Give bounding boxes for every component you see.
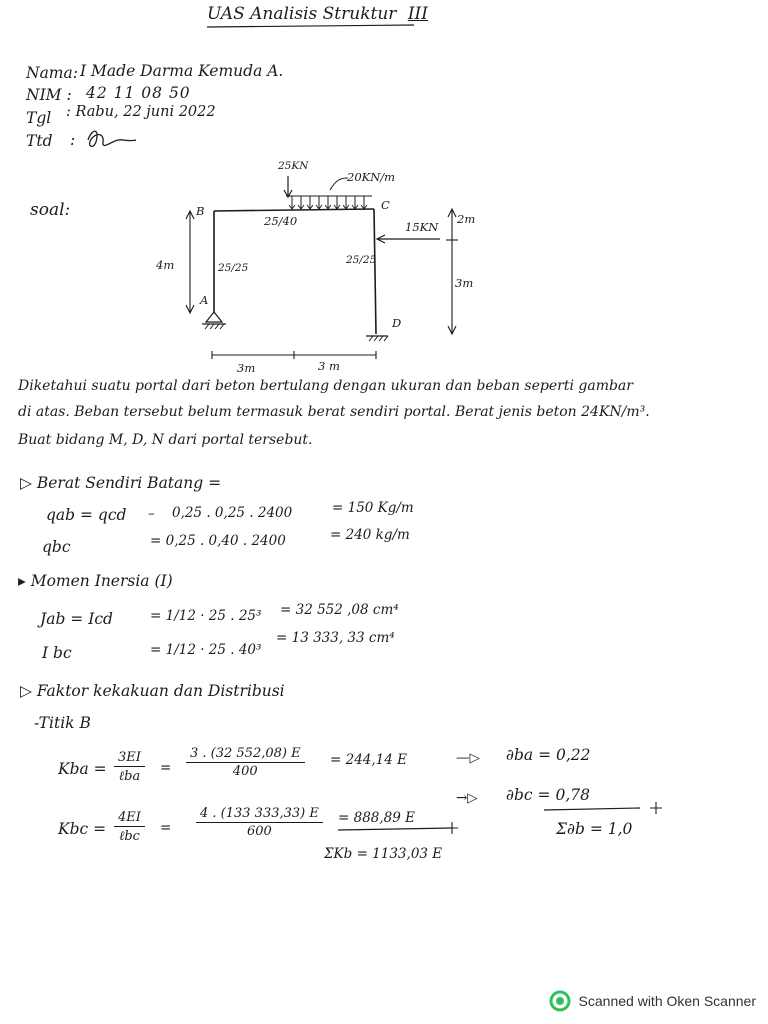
name-value: I Made Darma Kemuda A.: [80, 62, 284, 80]
dbc-value: ∂bc = 0,78: [506, 786, 590, 804]
problem-text-line-3: Buat bidang M, D, N dari portal tersebut.: [18, 432, 313, 448]
distributed-load-label: 20KN/m: [347, 170, 396, 184]
problem-text-line-2: di atas. Beban tersebut belum termasuk berat sendiri portal. Berat jenis beton 24KN/m³.: [18, 404, 650, 420]
right-upper-label: 2m: [457, 212, 476, 226]
date-value: : Rabu, 22 juni 2022: [66, 104, 216, 120]
kba-result: = 244,14 E: [330, 752, 407, 768]
triangle-bullet-icon: ▷: [20, 474, 37, 492]
node-b-label: B: [196, 204, 205, 218]
page-title: UAS Analisis Struktur III: [207, 4, 428, 24]
sum-k-value: ΣKb = 1133,03 E: [324, 846, 443, 862]
self-weight-row1-dash: –: [148, 506, 155, 522]
triangle-bullet-icon: ▸: [18, 572, 31, 590]
kba-fraction: 3EI ℓba: [114, 750, 145, 784]
span-left-label: 3m: [237, 361, 256, 375]
inertia-row1-left: Jab = Icd: [40, 610, 113, 628]
problem-text-line-1: Diketahui suatu portal dari beton bertulang dengan ukuran dan beban seperti gambar: [18, 378, 633, 394]
node-c-label: C: [381, 198, 390, 212]
inertia-row1-formula: = 1/12 · 25 . 25³: [150, 608, 262, 624]
triangle-bullet-icon: ▷: [20, 682, 37, 700]
kbc-label: Kbc =: [58, 820, 107, 838]
span-right-label: 3 m: [318, 359, 340, 373]
scanner-text: Scanned with Oken Scanner: [578, 993, 756, 1009]
nim-value: 42 11 08 50: [86, 84, 191, 102]
inertia-heading: ▸ Momen Inersia (I): [18, 572, 173, 590]
sum-d-value: Σ∂b = 1,0: [556, 820, 633, 838]
title-numeral: III: [407, 4, 428, 24]
date-label: Tgl: [26, 109, 52, 127]
kba-label: Kba =: [58, 760, 107, 778]
stiffness-subheading: -Titik B: [34, 714, 91, 732]
kba-calc-fraction: $\frac{3 . (32 552,08) E}{400}$: [186, 746, 305, 779]
inertia-row2-left: I bc: [42, 644, 72, 662]
kbc-result: = 888,89 E: [338, 810, 415, 826]
inertia-row2-result: = 13 333, 33 cm⁴: [276, 630, 395, 646]
name-label: Nama:: [26, 64, 78, 82]
self-weight-heading: ▷ Berat Sendiri Batang =: [20, 474, 222, 492]
left-height-label: 4m: [156, 258, 175, 272]
lateral-load-label: 15KN: [405, 220, 439, 234]
inertia-row1-result: = 32 552 ,08 cm⁴: [280, 602, 399, 618]
kba-equals: =: [160, 760, 172, 776]
dbc-arrow-icon: →▷: [456, 790, 478, 806]
right-lower-label: 3m: [455, 276, 474, 290]
scanner-watermark: [549, 990, 756, 1012]
self-weight-row2-result: = 240 kg/m: [330, 527, 410, 543]
scanner-logo-icon: [549, 990, 571, 1012]
self-weight-row2-formula: = 0,25 . 0,40 . 2400: [150, 533, 286, 549]
signature-label: Ttd: [26, 132, 53, 150]
point-load-label: 25KN: [278, 160, 309, 172]
node-a-label: A: [200, 293, 209, 307]
kbc-fraction: 4EI ℓbc: [114, 810, 145, 844]
nim-label: NIM :: [26, 86, 72, 104]
inertia-row2-formula: = 1/12 · 25 . 40³: [150, 642, 262, 658]
left-column-section-label: 25/25: [218, 262, 249, 274]
self-weight-row1-result: = 150 Kg/m: [332, 500, 414, 516]
kbc-calc-fraction: $\frac{4 . (133 333,33) E}{600}$: [196, 806, 323, 839]
dba-value: ∂ba = 0,22: [506, 746, 591, 764]
stiffness-heading: ▷ Faktor kekakuan dan Distribusi: [20, 682, 285, 700]
right-column-section-label: 25/25: [346, 254, 377, 266]
beam-section-label: 25/40: [264, 214, 298, 228]
self-weight-row1-left: qab = qcd: [46, 506, 127, 524]
dba-arrow-icon: —▷: [456, 750, 480, 766]
self-weight-row1-formula: 0,25 . 0,25 . 2400: [172, 505, 293, 521]
problem-label: soal:: [30, 200, 71, 220]
signature-colon: :: [70, 131, 76, 149]
kbc-equals: =: [160, 820, 172, 836]
self-weight-row2-left: qbc: [42, 538, 71, 556]
node-d-label: D: [392, 316, 402, 330]
